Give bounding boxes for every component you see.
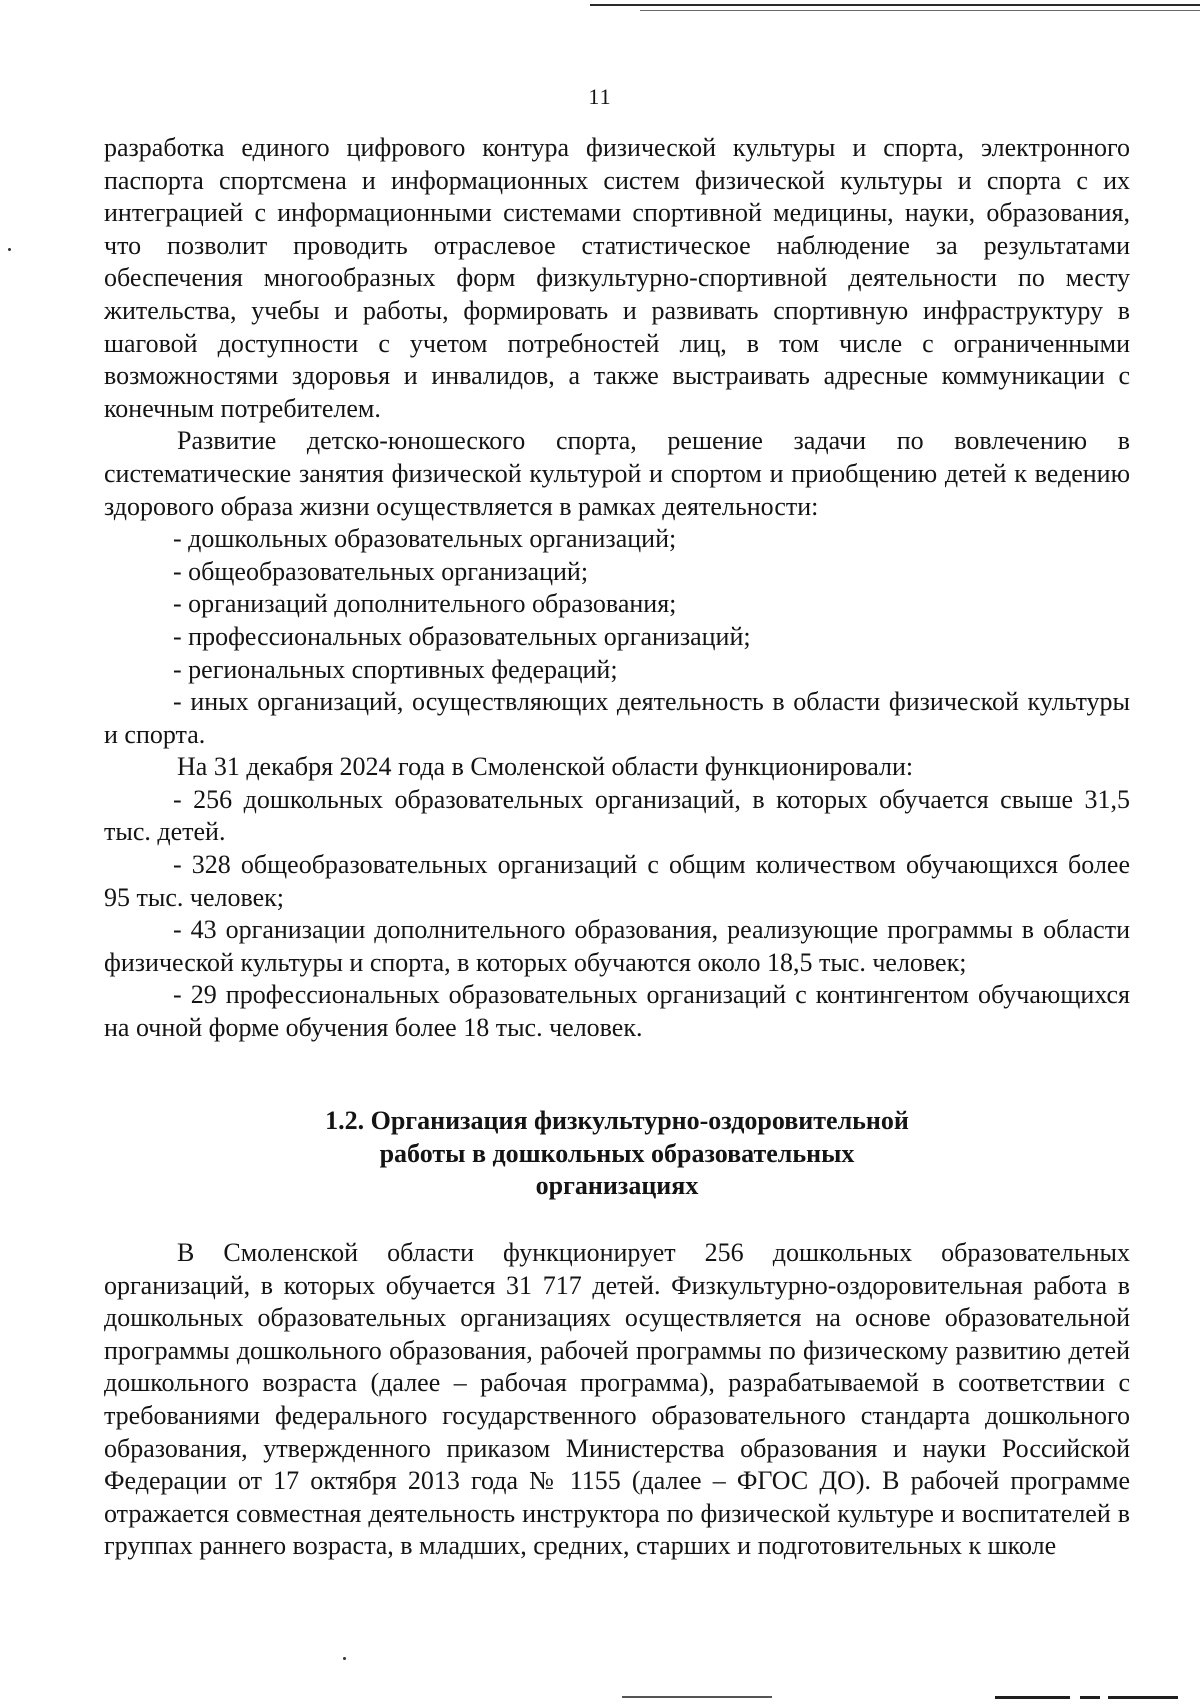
section-heading-line: организациях xyxy=(535,1171,699,1201)
section-heading-line: 1.2. Организация физкультурно-оздоровительной xyxy=(325,1106,909,1135)
list-item: - 256 дошкольных образовательных организаций, в которых обучается свыше 31,5 тыс. детей. xyxy=(104,784,1130,847)
scan-edge-line xyxy=(995,1696,1070,1699)
section-body xyxy=(104,1237,1130,1563)
list-item: - 29 профессиональных образовательных организаций с контингентом обучающихся на очной форме обучения более 18 тыс. человек. xyxy=(104,980,1130,1043)
list-item: - иных организаций, осуществляющих деятельность в области физической культуры и спорта. xyxy=(104,687,1130,749)
scan-edge-line xyxy=(640,10,1200,11)
list-item: - организаций дополнительного образования; xyxy=(173,589,677,619)
section-heading xyxy=(104,1105,1130,1203)
section-heading-line: работы в дошкольных образовательных xyxy=(379,1138,855,1168)
document-body xyxy=(104,132,1130,1045)
scan-speck xyxy=(343,1657,346,1660)
scan-speck xyxy=(8,248,11,251)
list-item: - общеобразовательных организаций; xyxy=(173,556,589,586)
scan-edge-line xyxy=(622,1696,772,1698)
paragraph: разработка единого цифрового контура физической культуры и спорта, электронного паспорта спортсмена и информационных систем физической культуры и спорта с их интеграцией с информационными системами спортивной медицины, науки, образования, что позволит проводить отраслевое статистическое наблюдение за результатами обеспечения многообразных форм физкультурно-спортивной деятельности по месту жительства, учебы и работы, формировать и развивать спортивную инфраструктуру в шаговой доступности с учетом потребностей лиц, в том числе с ограниченными возможностями здоровья и инвалидов, а также выстраивать адресные коммуникации с конечным потребителем. xyxy=(104,133,1130,423)
scan-edge-line xyxy=(1080,1696,1100,1699)
list-item: - дошкольных образовательных организаций; xyxy=(173,524,677,554)
scan-edge-line xyxy=(1108,1696,1178,1699)
paragraph: Развитие детско-юношеского спорта, решение задачи по вовлечению в систематические занятия физической культурой и спортом и приобщению детей к ведению здорового образа жизни осуществляется в рамках деятельности: xyxy=(104,426,1130,521)
list-item: - 43 организации дополнительного образования, реализующие программы в области физической культуры и спорта, в которых обучаются около 18,5 тыс. человек; xyxy=(104,915,1130,977)
page-number: 11 xyxy=(588,84,612,109)
scan-edge-line xyxy=(590,4,1200,6)
list-item: - региональных спортивных федераций; xyxy=(173,654,618,684)
paragraph: В Смоленской области функционирует 256 дошкольных образовательных организаций, в которых обучается 31 717 детей. Физкультурно-оздоровительная работа в дошкольных образовательных организациях осуществляется на основе образовательной программы дошкольного образования, рабочей программы по физическому развитию детей дошкольного возраста (далее – рабочая программа), разрабатываемой в соответствии с требованиями федерального государственного образовательного стандарта дошкольного образования, утвержденного приказом Министерства образования и науки Российской Федерации от 17 октября 2013 года № 1155 (далее – ФГОС ДО). В рабочей программе отражается совместная деятельность инструктора по физической культуре и воспитателей в группах раннего возраста, в младших, средних, старших и подготовительных к школе xyxy=(104,1238,1130,1561)
list-item: - 328 общеобразовательных организаций с общим количеством обучающихся более 95 тыс. человек; xyxy=(104,850,1130,912)
list-item: - профессиональных образовательных организаций; xyxy=(173,621,751,651)
paragraph: На 31 декабря 2024 года в Смоленской области функционировали: xyxy=(177,752,914,782)
